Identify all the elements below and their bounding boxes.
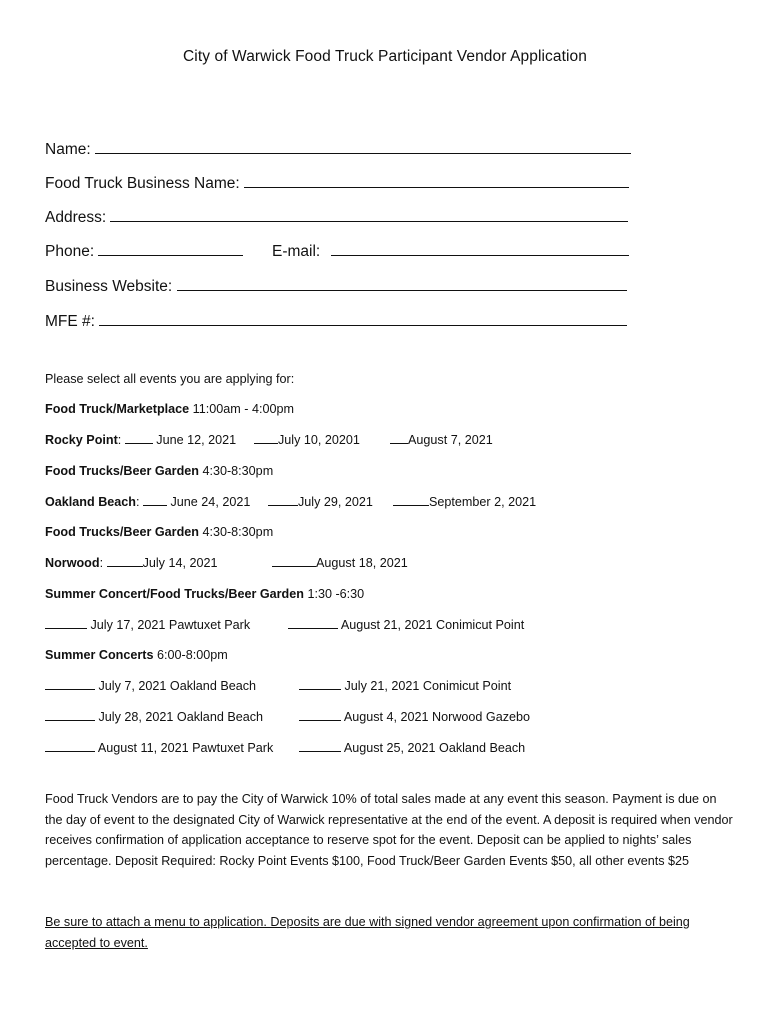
- website-label: Business Website:: [45, 278, 173, 295]
- summer-concert-trucks-date-2-item: [288, 616, 524, 634]
- rocky-point-date-2-item: [254, 431, 360, 449]
- name-field[interactable]: [95, 138, 631, 154]
- rocky-point-row: Rocky Point: June 12, 2021: [45, 433, 237, 447]
- beer-garden-1-time: 4:30-8:30pm: [202, 464, 274, 478]
- summer-concerts-date-3-blank[interactable]: [45, 708, 95, 721]
- marketplace-title: Food Truck/Marketplace: [45, 402, 190, 416]
- events-intro: Please select all events you are applying for:: [45, 372, 295, 386]
- summer-concerts-date-5-blank[interactable]: [45, 739, 95, 752]
- beer-garden-2-time: 4:30-8:30pm: [202, 525, 274, 539]
- rocky-point-date-1: June 12, 2021: [156, 433, 237, 447]
- phone-row: [45, 240, 243, 262]
- summer-concert-trucks-title: Summer Concert/Food Trucks/Beer Garden: [45, 587, 304, 601]
- summer-concerts-heading: [45, 646, 228, 664]
- summer-concerts-date-2-blank[interactable]: [299, 677, 341, 690]
- summer-concert-trucks-date-2-blank[interactable]: [288, 616, 338, 629]
- payment-terms: Food Truck Vendors are to pay the City of Warwick 10% of total sales made at any event this season. Payment is due on the day of event to the designated City of Warwick representative at the end of the event. A deposit is required when vendor receives confirmation of application acceptance to reserve spot for the event. Deposit can be applied to nights’ sales percentage. Deposit Required: Rocky Point Events $100, Food Truck/Beer Garden Events $50, all other events $25: [45, 792, 733, 868]
- footer-note: Be sure to attach a menu to application. Deposits are due with signed vendor agreement upon confirmation of being accepted to event.: [45, 915, 690, 950]
- rocky-point-date-3-blank[interactable]: [390, 431, 408, 444]
- oakland-beach-row: Oakland Beach: June 24, 2021: [45, 495, 251, 509]
- email-field[interactable]: [331, 240, 629, 256]
- beer-garden-2-heading: [45, 523, 273, 541]
- website-row: [45, 275, 627, 297]
- summer-concerts-title: Summer Concerts: [45, 648, 154, 662]
- norwood-date-2-blank[interactable]: [272, 554, 316, 567]
- address-field[interactable]: [110, 206, 628, 222]
- business-name-row: [45, 172, 629, 194]
- summer-concerts-date-4: August 4, 2021 Norwood Gazebo: [343, 710, 531, 724]
- summer-concert-trucks-date-1-item: [45, 616, 250, 634]
- summer-concert-trucks-date-1-blank[interactable]: [45, 616, 87, 629]
- summer-concerts-date-4-item: [299, 708, 530, 726]
- marketplace-heading: [45, 400, 294, 418]
- summer-concerts-date-2-item: [299, 677, 511, 695]
- oakland-beach-date-3-blank[interactable]: [393, 493, 429, 506]
- summer-concerts-date-1-blank[interactable]: [45, 677, 95, 690]
- norwood-date-2-item: [272, 554, 408, 572]
- page-title: City of Warwick Food Truck Participant Vendor Application: [183, 48, 587, 65]
- address-row: [45, 206, 628, 228]
- rocky-point-label: Rocky Point: [45, 433, 118, 447]
- summer-concerts-date-1-item: [45, 677, 256, 695]
- email-label: E-mail:: [272, 243, 321, 260]
- summer-concerts-date-1: July 7, 2021 Oakland Beach: [98, 679, 257, 693]
- business-name-label: Food Truck Business Name:: [45, 175, 240, 192]
- summer-concerts-date-6: August 25, 2021 Oakland Beach: [343, 741, 526, 755]
- norwood-date-2: August 18, 2021: [316, 556, 408, 570]
- summer-concerts-date-6-blank[interactable]: [299, 739, 341, 752]
- mfe-field[interactable]: [99, 310, 627, 326]
- summer-concerts-date-4-blank[interactable]: [299, 708, 341, 721]
- summer-concert-trucks-date-2: August 21, 2021 Conimicut Point: [340, 618, 525, 632]
- mfe-label: MFE #:: [45, 313, 95, 330]
- rocky-point-date-3-item: [390, 431, 493, 449]
- oakland-beach-date-1: June 24, 2021: [170, 495, 251, 509]
- rocky-point-date-1-blank[interactable]: [125, 431, 153, 444]
- oakland-beach-label: Oakland Beach: [45, 495, 136, 509]
- beer-garden-1-title: Food Trucks/Beer Garden: [45, 464, 199, 478]
- summer-concerts-date-2: July 21, 2021 Conimicut Point: [344, 679, 512, 693]
- oakland-beach-date-3: September 2, 2021: [429, 495, 537, 509]
- oakland-beach-date-3-item: [393, 493, 536, 511]
- summer-concerts-date-3-item: [45, 708, 263, 726]
- norwood-date-1: July 14, 2021: [142, 556, 218, 570]
- summer-concert-trucks-heading: [45, 585, 364, 603]
- website-field[interactable]: [177, 275, 627, 291]
- name-row: [45, 138, 631, 160]
- phone-field[interactable]: [98, 240, 243, 256]
- beer-garden-2-title: Food Trucks/Beer Garden: [45, 525, 199, 539]
- mfe-row: [45, 310, 627, 332]
- summer-concerts-date-5: August 11, 2021 Pawtuxet Park: [97, 741, 274, 755]
- summer-concerts-date-3: July 28, 2021 Oakland Beach: [98, 710, 264, 724]
- summer-concerts-date-6-item: [299, 739, 525, 757]
- name-label: Name:: [45, 141, 91, 158]
- address-label: Address:: [45, 209, 107, 226]
- summer-concerts-date-5-item: [45, 739, 273, 757]
- rocky-point-date-3: August 7, 2021: [408, 433, 493, 447]
- norwood-date-1-blank[interactable]: [107, 554, 143, 567]
- email-row: [272, 240, 629, 262]
- summer-concert-trucks-date-1: July 17, 2021 Pawtuxet Park: [90, 618, 251, 632]
- phone-label: Phone:: [45, 243, 95, 260]
- marketplace-time: 11:00am - 4:00pm: [192, 402, 294, 416]
- oakland-beach-date-2-blank[interactable]: [268, 493, 298, 506]
- summer-concerts-time: 6:00-8:00pm: [156, 648, 228, 662]
- summer-concert-trucks-time: 1:30 -6:30: [307, 587, 365, 601]
- oakland-beach-date-2: July 29, 2021: [298, 495, 373, 509]
- rocky-point-date-2-blank[interactable]: [254, 431, 278, 444]
- oakland-beach-date-2-item: [268, 493, 373, 511]
- oakland-beach-date-1-blank[interactable]: [143, 493, 167, 506]
- norwood-row: Norwood: July 14, 2021: [45, 556, 218, 570]
- beer-garden-1-heading: [45, 462, 273, 480]
- rocky-point-date-2: July 10, 20201: [278, 433, 360, 447]
- business-name-field[interactable]: [244, 172, 629, 188]
- norwood-label: Norwood: [45, 556, 100, 570]
